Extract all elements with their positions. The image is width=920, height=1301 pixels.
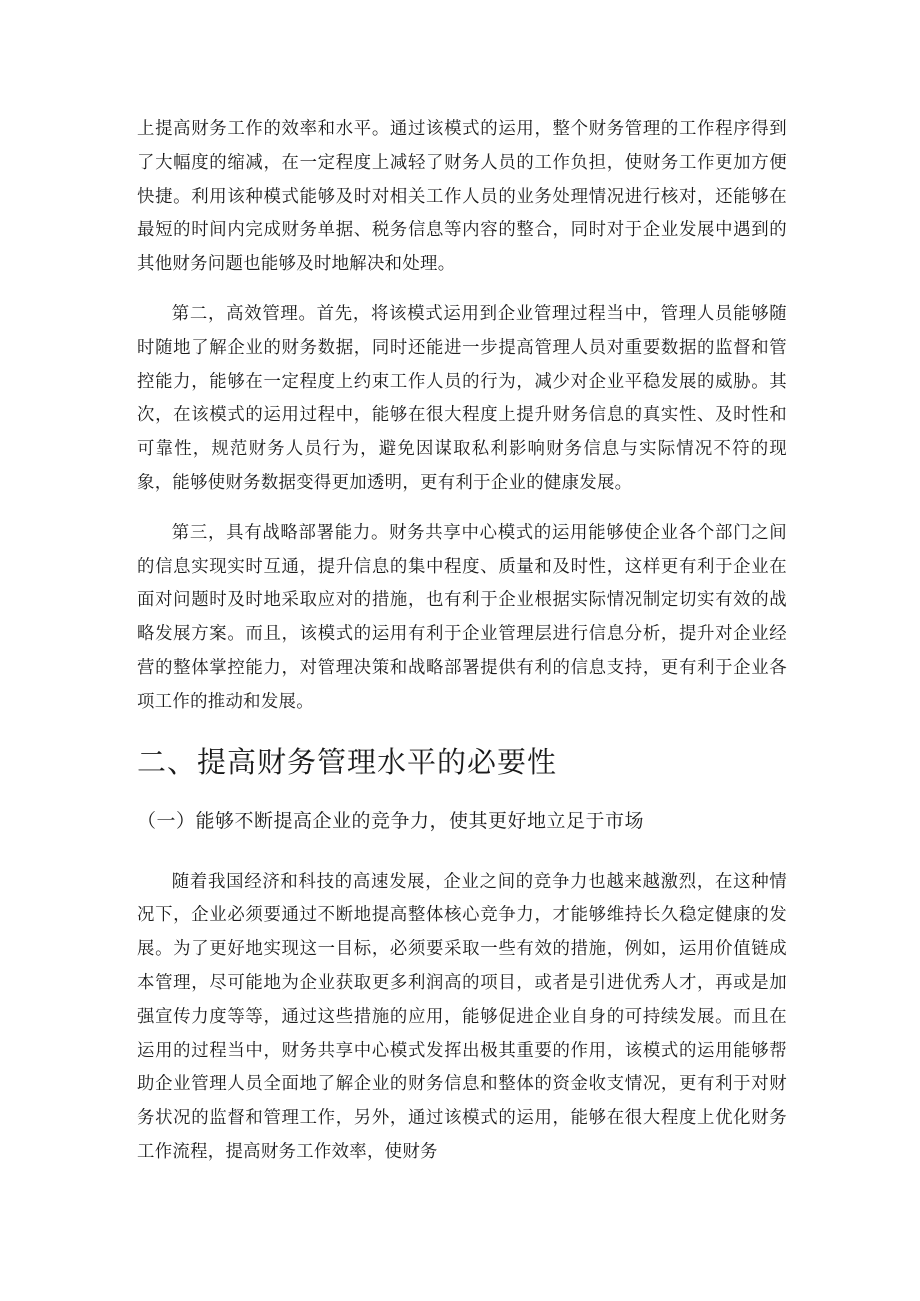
- paragraph-continuation: 上提高财务工作的效率和水平。通过该模式的运用，整个财务管理的工作程序得到了大幅度的缩减，在一定程度上减轻了财务人员的工作负担，使财务工作更加方便快捷。利用该种模式能够及时对相关工作人员的业务处理情况进行核对，还能够在最短的时间内完成财务单据、税务信息等内容的整合，同时对于企业发展中遇到的其他财务问题也能够及时地解决和处理。: [137, 119, 787, 275]
- paragraph-efficient-management: 第二，高效管理。首先，将该模式运用到企业管理过程当中，管理人员能够随时随地了解企业的财务数据，同时还能进一步提高管理人员对重要数据的监督和管控能力，能够在一定程度上约束工作人员的行为，减少对企业平稳发展的威胁。其次，在该模式的运用过程中，能够在很大程度上提升财务信息的真实性、及时性和可靠性，规范财务人员行为，避免因谋取私利影响财务信息与实际情况不符的现象，能够使财务数据变得更加透明，更有利于企业的健康发展。: [137, 303, 787, 493]
- paragraph-competitiveness: 随着我国经济和科技的高速发展，企业之间的竞争力也越来越激烈，在这种情况下，企业必须要通过不断地提高整体核心竞争力，才能够维持长久稳定健康的发展。为了更好地实现这一目标，必须要采取一些有效的措施，例如，运用价值链成本管理，尽可能地为企业获取更多利润高的项目，或者是引进优秀人才，再或是加强宣传力度等等，通过这些措施的应用，能够促进企业自身的可持续发展。而且在运用的过程当中，财务共享中心模式发挥出极其重要的作用，该模式的运用能够帮助企业管理人员全面地了解企业的财务信息和整体的资金收支情况，更有利于对财务状况的监督和管理工作，另外，通过该模式的运用，能够在很大程度上优化财务工作流程，提高财务工作效率，使财务: [137, 871, 787, 1162]
- paragraph-strategic-deployment: 第三，具有战略部署能力。财务共享中心模式的运用能够使企业各个部门之间的信息实现实时互通，提升信息的集中程度、质量和及时性，这样更有利于企业在面对问题时及时地采取应对的措施，也有利于企业根据实际情况制定切实有效的战略发展方案。而且，该模式的运用有利于企业管理层进行信息分析，提升对企业经营的整体掌控能力，对管理决策和战略部署提供有利的信息支持，更有利于企业各项工作的推动和发展。: [137, 522, 787, 712]
- subsection-heading: （一）能够不断提高企业的竞争力，使其更好地立足于市场: [137, 809, 645, 832]
- section-heading: 二、提高财务管理水平的必要性: [137, 744, 558, 779]
- document-page: [137, 113, 787, 1170]
